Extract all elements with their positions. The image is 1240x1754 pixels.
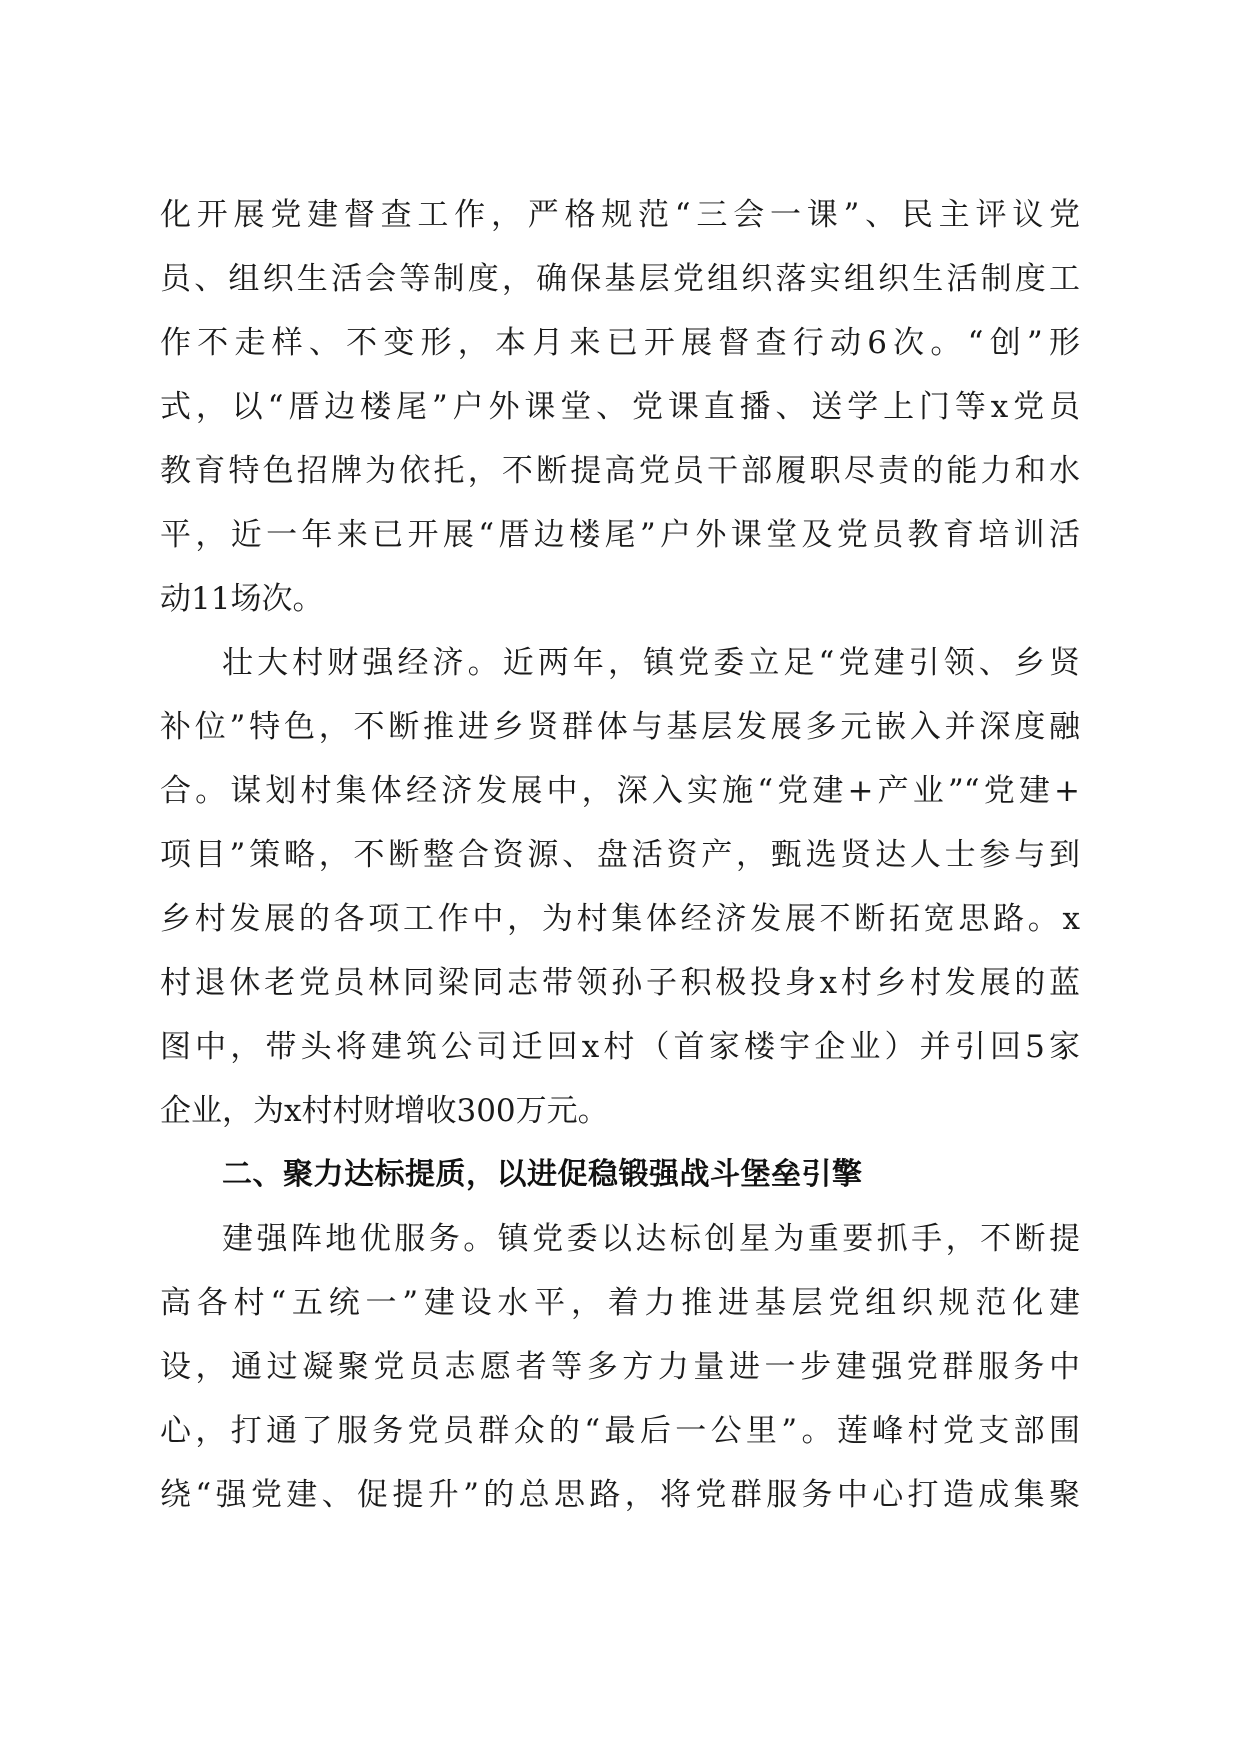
paragraph-1-line-2: 员、组织生活会等制度，确保基层党组织落实组织生活制度工 (160, 261, 1080, 297)
paragraph-2-line-3: 合。谋划村集体经济发展中，深入实施“党建+产业”“党建+ (160, 773, 1080, 809)
paragraph-1-line-4: 式，以“厝边楼尾”户外课堂、党课直播、送学上门等x党员 (160, 389, 1080, 425)
paragraph-2-line-1: 壮大村财强经济。近两年，镇党委立足“党建引领、乡贤 (222, 645, 1080, 681)
paragraph-3-line-2: 高各村“五统一”建设水平，着力推进基层党组织规范化建 (160, 1285, 1080, 1321)
paragraph-1-line-6: 平，近一年来已开展“厝边楼尾”户外课堂及党员教育培训活 (160, 517, 1080, 553)
paragraph-3-line-4: 心，打通了服务党员群众的“最后一公里”。莲峰村党支部围 (160, 1413, 1080, 1449)
paragraph-1-line-1: 化开展党建督查工作，严格规范“三会一课”、民主评议党 (160, 197, 1080, 233)
paragraph-2-line-8: 企业，为x村村财增收300万元。 (160, 1093, 609, 1129)
paragraph-2-line-2: 补位”特色，不断推进乡贤群体与基层发展多元嵌入并深度融 (160, 709, 1080, 745)
paragraph-3-line-5: 绕“强党建、促提升”的总思路，将党群服务中心打造成集聚 (160, 1477, 1080, 1513)
paragraph-3-line-1: 建强阵地优服务。镇党委以达标创星为重要抓手，不断提 (222, 1221, 1080, 1257)
paragraph-1-line-5: 教育特色招牌为依托，不断提高党员干部履职尽责的能力和水 (160, 453, 1080, 489)
paragraph-2-line-5: 乡村发展的各项工作中，为村集体经济发展不断拓宽思路。x (160, 901, 1080, 937)
section-heading: 二、聚力达标提质，以进促稳锻强战斗堡垒引擎 (222, 1157, 863, 1192)
paragraph-1-line-3: 作不走样、不变形，本月来已开展督查行动6次。“创”形 (160, 325, 1080, 361)
paragraph-1-line-7: 动11场次。 (160, 581, 324, 617)
paragraph-3-line-3: 设，通过凝聚党员志愿者等多方力量进一步建强党群服务中 (160, 1349, 1080, 1385)
paragraph-2-line-7: 图中，带头将建筑公司迁回x村（首家楼宇企业）并引回5家 (160, 1029, 1080, 1065)
paragraph-2-line-4: 项目”策略，不断整合资源、盘活资产，甄选贤达人士参与到 (160, 837, 1080, 873)
paragraph-2-line-6: 村退休老党员林同梁同志带领孙子积极投身x村乡村发展的蓝 (160, 965, 1080, 1001)
